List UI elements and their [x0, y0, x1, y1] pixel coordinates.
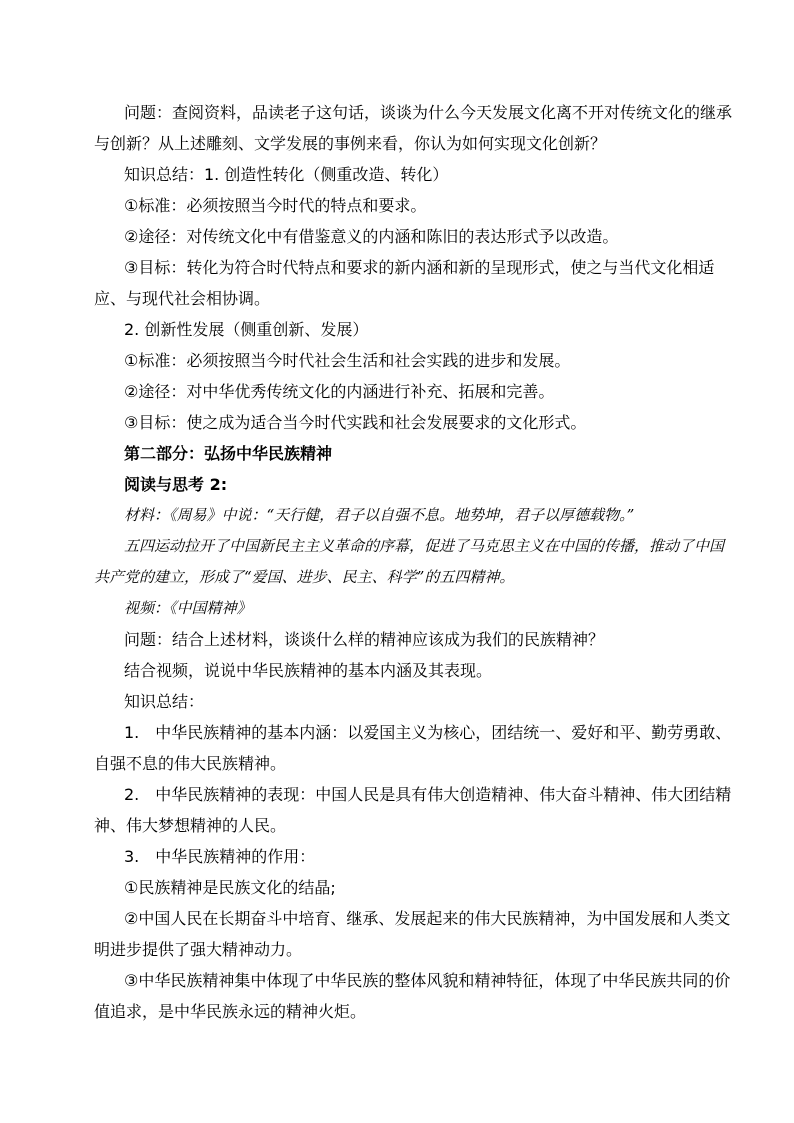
reading-thinking-heading: 阅读与思考 2:	[124, 475, 228, 494]
question-paragraph-1: 问题：查阅资料，品读老子这句话，谈谈为什么今天发展文化离不开对传统文化的继承与创新？从上述雕刻、文学发展的事例来看，你认为如何实现文化创新？	[94, 103, 733, 153]
document-body	[94, 97, 734, 1027]
standard-item-1: ①标准：必须按照当今时代的特点和要求。	[124, 196, 427, 215]
material-zhouyi: 材料：《周易》中说：“天行健，君子以自强不息。地势坤，君子以厚德载物。”	[124, 506, 635, 524]
knowledge-summary-1: 知识总结：1. 创造性转化（侧重改造、转化）	[124, 165, 449, 184]
innovation-heading: 2. 创新性发展（侧重创新、发展）	[124, 320, 369, 339]
path-item-1: ②途径：对传统文化中有借鉴意义的内涵和陈旧的表达形式予以改造。	[124, 227, 619, 246]
spirit-content-item: 1. 中华民族精神的基本内涵：以爱国主义为核心，团结统一、爱好和平、勤劳勇敢、自强不息的伟大民族精神。	[94, 723, 732, 773]
part-two-heading: 第二部分：弘扬中华民族精神	[124, 444, 333, 463]
standard-item-2: ①标准：必须按照当今时代社会生活和社会实践的进步和发展。	[124, 351, 571, 370]
question-paragraph-2: 问题：结合上述材料，谈谈什么样的精神应该成为我们的民族精神？	[124, 630, 605, 649]
video-question: 结合视频，说说中华民族精神的基本内涵及其表现。	[124, 661, 493, 680]
knowledge-summary-2: 知识总结：	[124, 692, 205, 711]
goal-item-2: ③目标：使之成为适合当今时代实践和社会发展要求的文化形式。	[124, 413, 587, 432]
spirit-function-heading: 3. 中华民族精神的作用：	[124, 847, 316, 866]
function-item-3: ③中华民族精神集中体现了中华民族的整体风貌和精神特征，体现了中华民族共同的价值追求，是中华民族永远的精神火炬。	[94, 971, 731, 1021]
video-reference: 视频：《中国精神》	[124, 599, 252, 617]
material-may-fourth: 五四运动拉开了中国新民主主义革命的序幕，促进了马克思主义在中国的传播，推动了中国共产党的建立，形成了“爱国、进步、民主、科学”的五四精神。	[94, 537, 725, 586]
function-item-2: ②中国人民在长期奋斗中培育、继承、发展起来的伟大民族精神，为中国发展和人类文明进步提供了强大精神动力。	[94, 909, 731, 959]
spirit-expression-item: 2. 中华民族精神的表现：中国人民是具有伟大创造精神、伟大奋斗精神、伟大团结精神、伟大梦想精神的人民。	[94, 785, 732, 835]
goal-item-1: ③目标：转化为符合时代特点和要求的新内涵和新的呈现形式，使之与当代文化相适应、与现代社会相协调。	[94, 258, 715, 308]
function-item-1: ①民族精神是民族文化的结晶;	[124, 878, 336, 897]
path-item-2: ②途径：对中华优秀传统文化的内涵进行补充、拓展和完善。	[124, 382, 555, 401]
